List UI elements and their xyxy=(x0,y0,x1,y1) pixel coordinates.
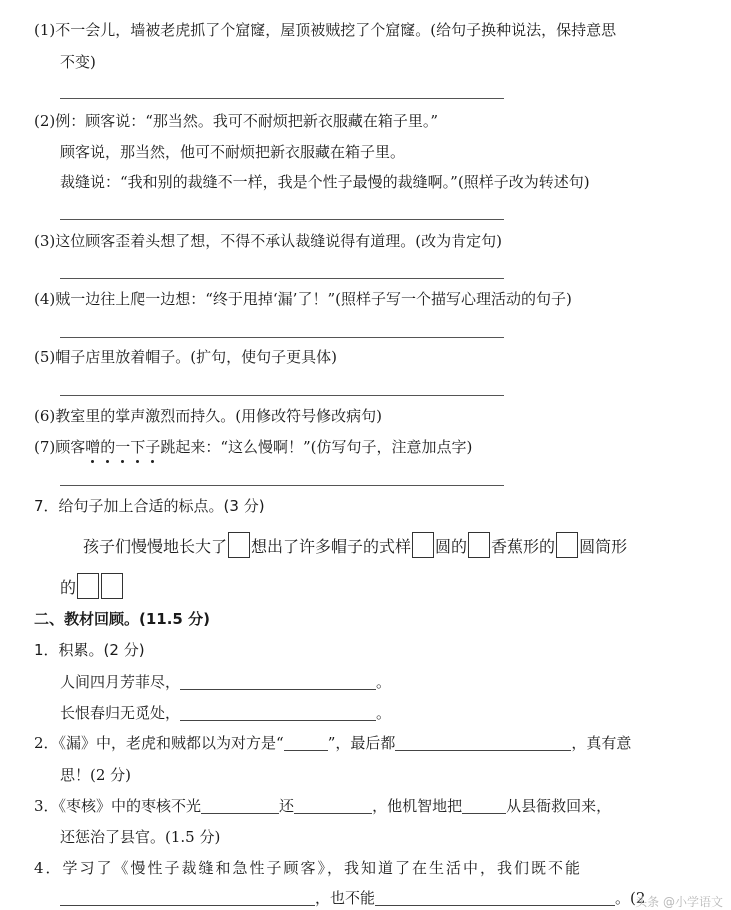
part2-item1-heading: 1．积累。(2 分) xyxy=(34,641,145,659)
punctuation-box[interactable] xyxy=(556,532,578,558)
q7-dotted-char: 的 xyxy=(100,438,116,456)
sec7-seg3: 圆的 xyxy=(435,537,468,556)
q6-text: (6)教室里的掌声激烈而持久。(用修改符号修改病句) xyxy=(34,407,382,425)
punctuation-box[interactable] xyxy=(412,532,434,558)
q2-line3: 裁缝说：“我和别的裁缝不一样，我是个性子最慢的裁缝啊。”(照样子改为转述句) xyxy=(60,173,590,191)
sec7-sentence-line1 xyxy=(83,532,627,558)
part2-item3-line2: 还惩治了县官。(1.5 分) xyxy=(60,828,221,846)
q7-answer-line[interactable] xyxy=(60,485,504,486)
punctuation-box[interactable] xyxy=(468,532,490,558)
sec7-seg6: 的 xyxy=(60,578,77,597)
q4-text: (4)贼一边往上爬一边想：“终于甩掉‘漏’了！”(照样子写一个描写心理活动的句子) xyxy=(34,290,572,308)
sec7-seg2: 想出了许多帽子的式样 xyxy=(251,537,412,556)
q7-dotted-char: 下 xyxy=(130,438,146,456)
poem-line2 xyxy=(60,703,391,723)
poem-blank-2[interactable] xyxy=(180,706,376,721)
item3-blank-1[interactable] xyxy=(201,799,279,814)
q7-dotted-char: 子 xyxy=(145,438,161,456)
part2-item2-line1 xyxy=(34,733,631,753)
item2-part-b: ”，最后都 xyxy=(327,734,396,752)
q3-text: (3)这位顾客歪着头想了想，不得不承认裁缝说得有道理。(改为肯定句) xyxy=(34,232,502,250)
sec7-sentence-line2 xyxy=(60,573,124,599)
item3-part-a: 3．《枣核》中的枣核不光 xyxy=(34,797,202,815)
q7-suffix: 跳起来：“这么慢啊！”(仿写句子，注意加点字) xyxy=(160,438,473,456)
sec7-seg1: 孩子们慢慢地长大了 xyxy=(83,537,228,556)
q7-dotted-char: 一 xyxy=(115,438,131,456)
q1-answer-line[interactable] xyxy=(60,98,504,99)
q5-text: (5)帽子店里放着帽子。(扩句，使句子更具体) xyxy=(34,348,337,366)
poem-line2-text: 长恨春归无觅处， xyxy=(60,704,181,722)
item4-blank-1[interactable] xyxy=(60,891,315,906)
item3-blank-3[interactable] xyxy=(462,799,506,814)
q4-answer-line[interactable] xyxy=(60,337,504,338)
punctuation-box[interactable] xyxy=(228,532,250,558)
item4-part-c: 。(2 xyxy=(615,889,646,907)
part2-item3-line1 xyxy=(34,796,611,816)
poem-line1 xyxy=(60,672,391,692)
q2-line2: 顾客说，那当然，他可不耐烦把新衣服藏在箱子里。 xyxy=(60,143,406,161)
punctuation-box[interactable] xyxy=(77,573,99,599)
q7-dotted-char: 噌 xyxy=(85,438,101,456)
item2-blank-2[interactable] xyxy=(395,736,571,751)
q5-answer-line[interactable] xyxy=(60,395,504,396)
q2-answer-line[interactable] xyxy=(60,219,504,220)
item2-part-a: 2．《漏》中，老虎和贼都以为对方是“ xyxy=(34,734,284,752)
q7-prefix: (7)顾客 xyxy=(34,438,86,456)
q3-answer-line[interactable] xyxy=(60,278,504,279)
poem-line1-text: 人间四月芳菲尽， xyxy=(60,673,181,691)
sec7-heading: 7．给句子加上合适的标点。(3 分) xyxy=(34,497,265,515)
item3-blank-2[interactable] xyxy=(294,799,372,814)
item3-part-c: ，他机智地把 xyxy=(372,797,463,815)
item4-blank-2[interactable] xyxy=(375,891,615,906)
watermark: 头条 @小学语文 xyxy=(635,895,723,909)
item2-part-c: ，真有意 xyxy=(571,734,632,752)
q7-text xyxy=(34,437,472,457)
q1-line1: (1)不一会儿，墙被老虎抓了个窟窿，屋顶被贼挖了个窟窿。(给句子换种说法，保持意思 xyxy=(34,21,617,39)
sec7-seg4: 香蕉形的 xyxy=(491,537,556,556)
poem-blank-1[interactable] xyxy=(180,675,376,690)
item3-part-d: 从县衙救回来， xyxy=(506,797,612,815)
part2-item2-line2: 思！(2 分) xyxy=(60,766,132,784)
poem-line1-end: 。 xyxy=(376,673,392,691)
poem-line2-end: 。 xyxy=(376,704,392,722)
q2-line1: (2)例：顾客说：“那当然。我可不耐烦把新衣服藏在箱子里。” xyxy=(34,112,439,130)
part2-heading: 二、教材回顾。(11.5 分) xyxy=(34,610,210,628)
item4-part-b: ，也不能 xyxy=(315,889,376,907)
item2-blank-1[interactable] xyxy=(284,736,328,751)
item3-part-b: 还 xyxy=(279,797,295,815)
part2-item4-line1: 4．学习了《慢性子裁缝和急性子顾客》，我知道了在生活中，我们既不能 xyxy=(34,859,583,877)
punctuation-box[interactable] xyxy=(101,573,123,599)
part2-item4-line2 xyxy=(60,888,645,908)
q1-line2: 不变) xyxy=(60,53,96,71)
sec7-seg5: 圆筒形 xyxy=(579,537,628,556)
